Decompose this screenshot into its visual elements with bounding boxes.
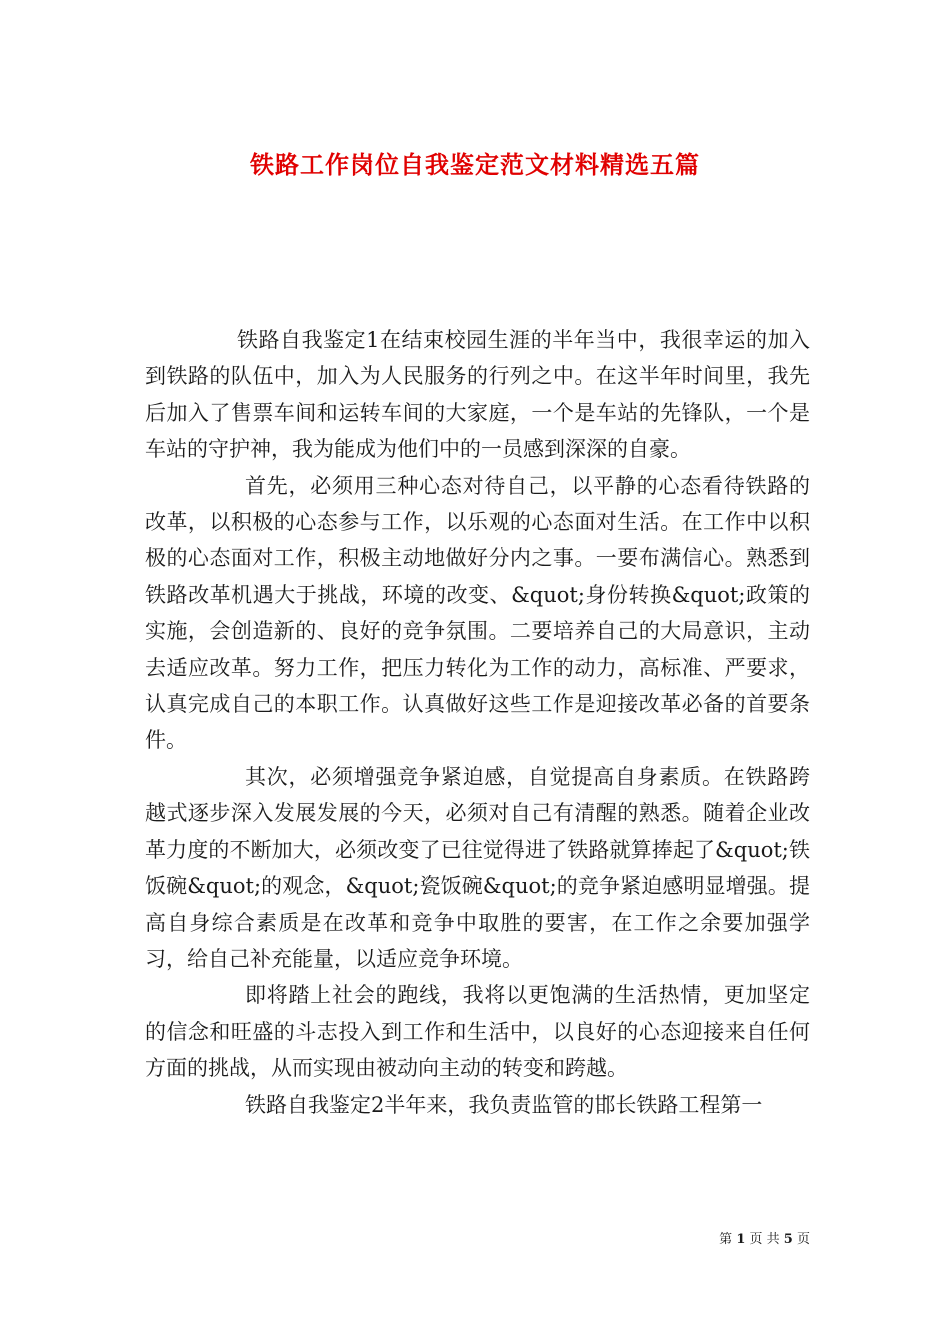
document-title: 铁路工作岗位自我鉴定范文材料精选五篇: [250, 150, 700, 180]
current-page-number: 1: [736, 1232, 746, 1247]
paragraph-4: 即将踏上社会的跑线，我将以更饱满的生活热情，更加坚定的信念和旺盛的斗志投入到工作和生活中，以良好的心态迎接来自任何方面的挑战，从而实现由被动向主动的转变和跨越。: [145, 983, 810, 1081]
paragraph-2: 首先，必须用三种心态对待自己，以平静的心态看待铁路的改革，以积极的心态参与工作，以乐观的心态面对生活。在工作中以积极的心态面对工作，积极主动地做好分内之事。一要布满信心。熟悉到铁路改革机遇大于挑战，环境的改变、&quot;身份转换&quot;政策的实施，会创造新的、良好的竞争氛围。二要培养自己的大局意识，主动去适应改革。努力工作，把压力转化为工作的动力，高标准、严要求，认真完成自己的本职工作。认真做好这些工作是迎接改革必备的首要条件。: [145, 473, 810, 753]
paragraph-1: 铁路自我鉴定1在结束校园生涯的半年当中，我很幸运的加入到铁路的队伍中，加入为人民服务的行列之中。在这半年时间里，我先后加入了售票车间和运转车间的大家庭，一个是车站的先锋队，一个是车站的守护神，我为能成为他们中的一员感到深深的自豪。: [145, 328, 810, 462]
paragraph-3: 其次，必须增强竞争紧迫感，自觉提高自身素质。在铁路跨越式逐步深入发展发展的今天，必须对自己有清醒的熟悉。随着企业改革力度的不断加大，必须改变了已往觉得进了铁路就算捧起了&quot;铁饭碗&quot;的观念，&quot;瓷饭碗&quot;的竞争紧迫感明显增强。提高自身综合素质是在改革和竞争中取胜的要害，在工作之余要加强学习，给自己补充能量，以适应竞争环境。: [145, 764, 810, 971]
footer-suffix: 页: [796, 1232, 810, 1247]
paragraph-5: 铁路自我鉴定2半年来，我负责监管的邯长铁路工程第一: [245, 1092, 763, 1117]
footer-prefix: 第: [719, 1232, 733, 1247]
total-page-number: 5: [783, 1232, 793, 1247]
footer-middle: 页 共: [749, 1232, 780, 1247]
document-body: [145, 322, 810, 1123]
page-footer: [700, 1228, 810, 1247]
